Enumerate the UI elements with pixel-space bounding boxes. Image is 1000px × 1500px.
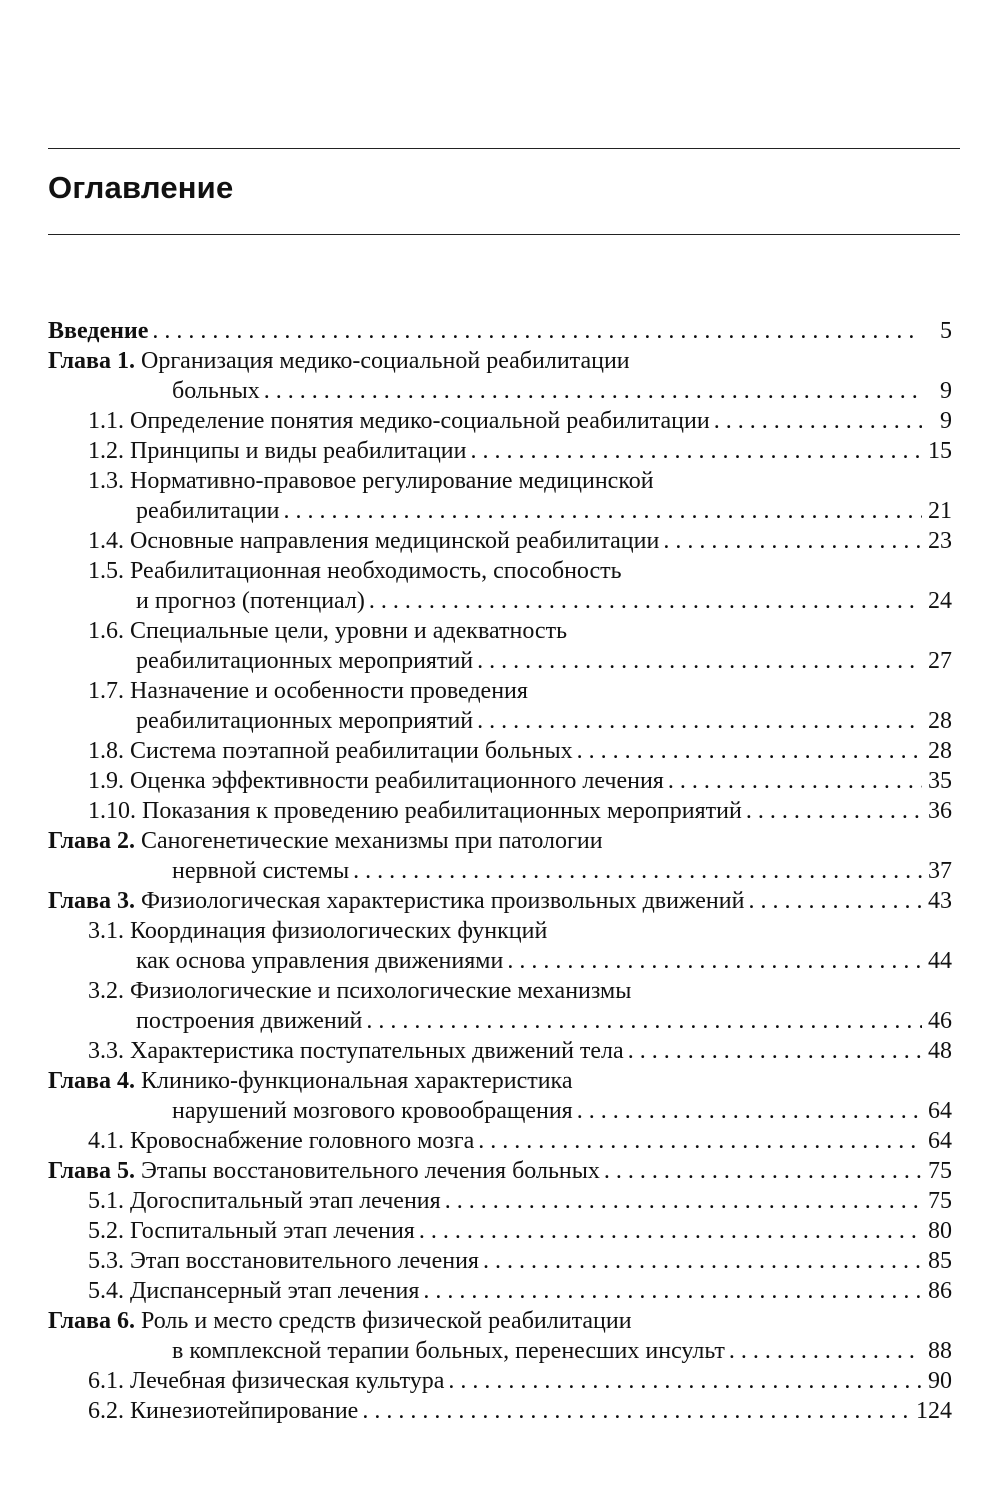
toc-page-number: 24: [928, 588, 952, 614]
toc-entry-title: Специальные цели, уровни и адекватность: [130, 618, 568, 644]
toc-entry-label: 5.1.: [88, 1188, 124, 1214]
toc-entry-label: Глава 1.: [48, 348, 135, 374]
toc-page-number: 27: [928, 648, 952, 674]
toc-page-number: 124: [916, 1398, 952, 1424]
toc-page-number: 43: [928, 888, 952, 914]
toc-entry-title: больных: [172, 378, 260, 404]
toc-page-number: 44: [928, 948, 952, 974]
toc-entry-title: Нормативно-правовое регулирование медицинской: [130, 468, 654, 494]
toc-entry-label: 1.2.: [88, 438, 124, 464]
toc-entry-title: Этап восстановительного лечения: [130, 1248, 479, 1274]
toc-entry-title: Назначение и особенности проведения: [130, 678, 528, 704]
toc-entry-title: Роль и место средств физической реабилитации: [141, 1308, 632, 1334]
dot-leader: [503, 946, 922, 976]
dot-leader: [744, 886, 922, 916]
toc-entry-title: Госпитальный этап лечения: [130, 1218, 415, 1244]
toc-entry-title: реабилитации: [136, 498, 280, 524]
toc-entry-label: Глава 4.: [48, 1068, 135, 1094]
toc-entry-title: Физиологическая характеристика произвольных движений: [141, 888, 745, 914]
toc-page-number: 80: [928, 1218, 952, 1244]
top-rule: [48, 148, 960, 149]
toc-section-entry[interactable]: [48, 556, 952, 616]
toc-entry-label: Глава 5.: [48, 1158, 135, 1184]
dot-leader: [664, 766, 922, 796]
toc-chapter-entry[interactable]: [48, 346, 952, 406]
toc-chapter-entry[interactable]: [48, 1306, 952, 1366]
toc-page-number: 21: [928, 498, 952, 524]
toc-page-number: 64: [928, 1098, 952, 1124]
toc-page-number: 15: [928, 438, 952, 464]
toc-page-number: 35: [928, 768, 952, 794]
toc-section-entry[interactable]: [48, 796, 952, 826]
toc-entry-label: 5.2.: [88, 1218, 124, 1244]
toc-page-number: 90: [928, 1368, 952, 1394]
toc-section-entry[interactable]: [48, 676, 952, 736]
toc-entry-label: 4.1.: [88, 1128, 124, 1154]
toc-page-number: 28: [928, 738, 952, 764]
dot-leader: [473, 706, 922, 736]
toc-entry-title: в комплексной терапии больных, перенесших инсульт: [172, 1338, 725, 1364]
toc-entry-title: и прогноз (потенциал): [136, 588, 365, 614]
toc-section-entry[interactable]: [48, 466, 952, 526]
toc-section-entry[interactable]: [48, 406, 952, 436]
dot-leader: [710, 406, 922, 436]
dot-leader: [260, 376, 922, 406]
toc-entry-label: Глава 6.: [48, 1308, 135, 1334]
toc-section-entry[interactable]: [48, 1246, 952, 1276]
toc-entry-title: нарушений мозгового кровообращения: [172, 1098, 573, 1124]
toc-chapter-entry[interactable]: [48, 1156, 952, 1186]
toc-chapter-entry[interactable]: [48, 826, 952, 886]
dot-leader: [659, 526, 922, 556]
toc-page-number: 88: [928, 1338, 952, 1364]
dot-leader: [474, 1126, 922, 1156]
toc-page-number: 85: [928, 1248, 952, 1274]
toc-page-number: 36: [928, 798, 952, 824]
toc-entry-title: Лечебная физическая культура: [130, 1368, 445, 1394]
toc-entry-label: 5.4.: [88, 1278, 124, 1304]
toc-entry-title: Физиологические и психологические механизмы: [130, 978, 632, 1004]
toc-section-entry[interactable]: [48, 766, 952, 796]
toc-section-entry[interactable]: [48, 1276, 952, 1306]
toc-section-entry[interactable]: [48, 1186, 952, 1216]
dot-leader: [349, 856, 922, 886]
toc-entry-title: Характеристика поступательных движений тела: [130, 1038, 624, 1064]
toc-entry-label: Глава 2.: [48, 828, 135, 854]
toc-page-number: 5: [940, 318, 952, 344]
toc-page-number: 75: [928, 1188, 952, 1214]
dot-leader: [600, 1156, 922, 1186]
dot-leader: [419, 1276, 922, 1306]
toc-section-entry[interactable]: [48, 526, 952, 556]
dot-leader: [365, 586, 922, 616]
dot-leader: [725, 1336, 922, 1366]
dot-leader: [441, 1186, 922, 1216]
toc-entry-label: 3.3.: [88, 1038, 124, 1064]
toc-entry-title: реабилитационных мероприятий: [136, 648, 474, 674]
toc-entry-title: Основные направления медицинской реабилитации: [130, 528, 660, 554]
toc-section-entry[interactable]: [48, 436, 952, 466]
toc-page-number: 46: [928, 1008, 952, 1034]
dot-leader: [466, 436, 922, 466]
toc-entry-label: 3.2.: [88, 978, 124, 1004]
dot-leader: [148, 316, 922, 346]
toc-section-entry[interactable]: [48, 916, 952, 976]
toc-section-entry[interactable]: [48, 736, 952, 766]
dot-leader: [362, 1006, 922, 1036]
toc-entry-label: 1.6.: [88, 618, 124, 644]
dot-leader: [358, 1396, 916, 1426]
dot-leader: [573, 736, 922, 766]
bottom-rule: [48, 234, 960, 235]
dot-leader: [479, 1246, 922, 1276]
toc-entry-title: Организация медико-социальной реабилитации: [141, 348, 630, 374]
toc-entry-title: построения движений: [136, 1008, 363, 1034]
toc-entry-title: Догоспитальный этап лечения: [130, 1188, 441, 1214]
toc-entry-title: нервной системы: [172, 858, 350, 884]
toc-page-number: 9: [940, 408, 952, 434]
toc-entry-title: Оценка эффективности реабилитационного лечения: [130, 768, 664, 794]
toc-entry-label: 1.5.: [88, 558, 124, 584]
toc-page-number: 75: [928, 1158, 952, 1184]
toc-entry-title: Диспансерный этап лечения: [130, 1278, 420, 1304]
toc-entry-label: 3.1.: [88, 918, 124, 944]
toc-entry-title: Система поэтапной реабилитации больных: [130, 738, 573, 764]
dot-leader: [415, 1216, 922, 1246]
toc-entry-label: 1.10.: [88, 798, 136, 824]
dot-leader: [444, 1366, 922, 1396]
toc-entry-title: Клинико-функциональная характеристика: [141, 1068, 573, 1094]
toc-section-entry[interactable]: [48, 1036, 952, 1066]
toc-chapter-entry[interactable]: [48, 316, 952, 346]
toc-section-entry[interactable]: [48, 1216, 952, 1246]
toc-entry-label: 6.2.: [88, 1398, 124, 1424]
toc-entry-title: Кинезиотейпирование: [130, 1398, 359, 1424]
dot-leader: [279, 496, 922, 526]
toc-page-number: 28: [928, 708, 952, 734]
dot-leader: [742, 796, 922, 826]
toc-section-entry[interactable]: [48, 616, 952, 676]
dot-leader: [624, 1036, 922, 1066]
toc-entry-title: как основа управления движениями: [136, 948, 504, 974]
toc-entry-title: Этапы восстановительного лечения больных: [141, 1158, 600, 1184]
toc-entry-label: 1.3.: [88, 468, 124, 494]
toc-entry-title: Принципы и виды реабилитации: [130, 438, 467, 464]
toc-entry-label: 1.7.: [88, 678, 124, 704]
toc-entry-label: 1.1.: [88, 408, 124, 434]
toc-chapter-entry[interactable]: [48, 886, 952, 916]
toc-chapter-entry[interactable]: [48, 1066, 952, 1126]
toc-section-entry[interactable]: [48, 1366, 952, 1396]
table-of-contents: [48, 316, 952, 1426]
toc-page-number: 9: [940, 378, 952, 404]
toc-page-number: 64: [928, 1128, 952, 1154]
toc-entry-title: Координация физиологических функций: [130, 918, 548, 944]
toc-page-number: 86: [928, 1278, 952, 1304]
toc-entry-title: Саногенетические механизмы при патологии: [141, 828, 603, 854]
toc-entry-title: Кровоснабжение головного мозга: [130, 1128, 475, 1154]
toc-entry-label: 1.8.: [88, 738, 124, 764]
toc-entry-title: реабилитационных мероприятий: [136, 708, 474, 734]
dot-leader: [473, 646, 922, 676]
toc-page-number: 37: [928, 858, 952, 884]
toc-entry-label: 1.4.: [88, 528, 124, 554]
toc-page-number: 48: [928, 1038, 952, 1064]
toc-entry-label: Введение: [48, 318, 149, 344]
toc-page-number: 23: [928, 528, 952, 554]
toc-entry-label: Глава 3.: [48, 888, 135, 914]
toc-entry-title: Определение понятия медико-социальной реабилитации: [130, 408, 710, 434]
toc-section-entry[interactable]: [48, 1126, 952, 1156]
toc-section-entry[interactable]: [48, 1396, 952, 1426]
toc-entry-label: 5.3.: [88, 1248, 124, 1274]
toc-section-entry[interactable]: [48, 976, 952, 1036]
toc-entry-label: 1.9.: [88, 768, 124, 794]
dot-leader: [573, 1096, 922, 1126]
page-title: Оглавление: [48, 170, 234, 205]
toc-entry-title: Показания к проведению реабилитационных мероприятий: [142, 798, 742, 824]
toc-entry-label: 6.1.: [88, 1368, 124, 1394]
toc-entry-title: Реабилитационная необходимость, способность: [130, 558, 622, 584]
